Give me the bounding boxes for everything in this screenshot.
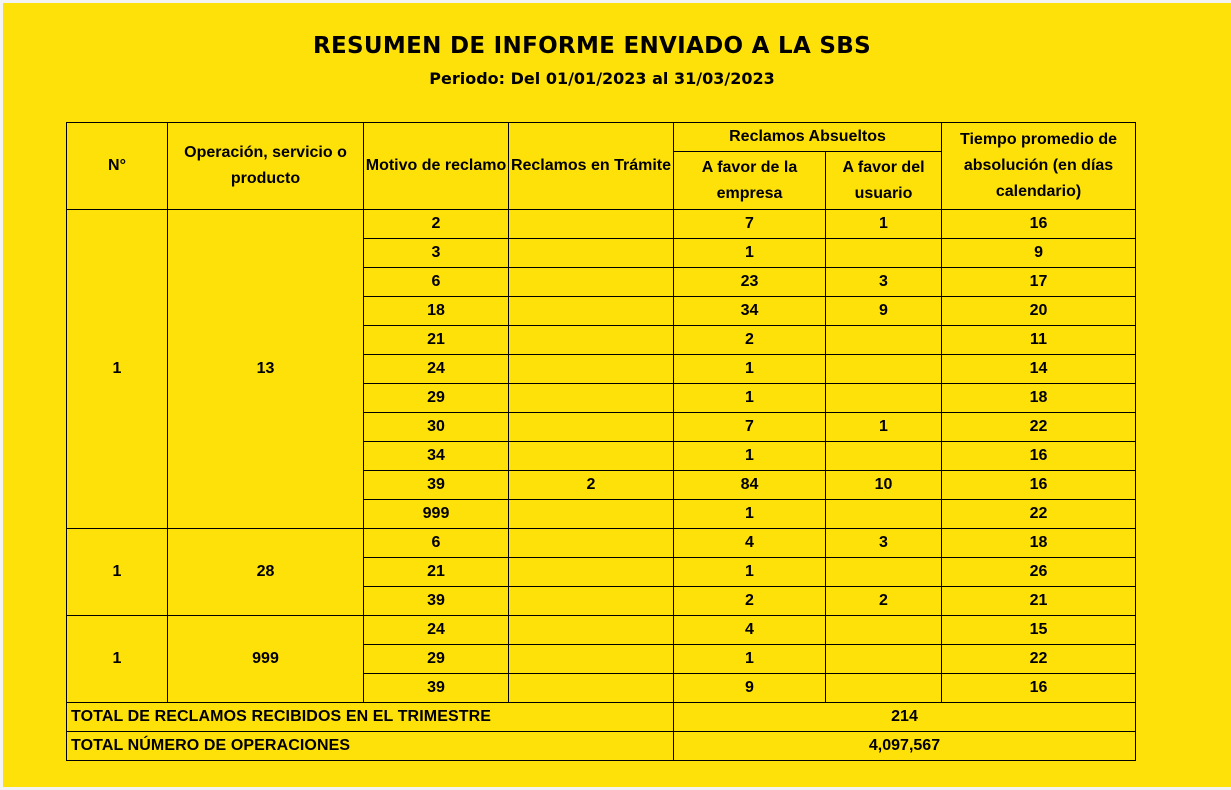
favor-company-cell: 1 xyxy=(674,442,826,471)
favor-company-cell: 1 xyxy=(674,558,826,587)
motive-cell: 30 xyxy=(364,413,509,442)
motive-cell: 24 xyxy=(364,355,509,384)
avg-time-cell: 21 xyxy=(942,587,1136,616)
favor-user-cell xyxy=(826,500,942,529)
header-avg-time: Tiempo promedio de absolución (en días calendario) xyxy=(942,123,1136,210)
group-num-cell: 1 xyxy=(67,529,168,616)
table-row xyxy=(67,529,1136,558)
total-claims-label: TOTAL DE RECLAMOS RECIBIDOS EN EL TRIMESTRE xyxy=(67,703,674,732)
page-edge-top xyxy=(0,0,1231,3)
favor-user-cell: 1 xyxy=(826,413,942,442)
total-operations-label: TOTAL NÚMERO DE OPERACIONES xyxy=(67,732,674,761)
favor-company-cell: 4 xyxy=(674,529,826,558)
in-process-cell xyxy=(509,413,674,442)
avg-time-cell: 16 xyxy=(942,471,1136,500)
favor-user-cell: 2 xyxy=(826,587,942,616)
motive-cell: 29 xyxy=(364,645,509,674)
favor-company-cell: 84 xyxy=(674,471,826,500)
favor-user-cell xyxy=(826,384,942,413)
favor-company-cell: 1 xyxy=(674,500,826,529)
avg-time-cell: 22 xyxy=(942,413,1136,442)
claims-summary-table xyxy=(66,122,1136,761)
header-resolved-group: Reclamos Absueltos xyxy=(674,123,942,152)
favor-user-cell: 3 xyxy=(826,268,942,297)
header-favor-company: A favor de la empresa xyxy=(674,152,826,210)
group-operation-cell: 13 xyxy=(168,210,364,529)
header-in-process: Reclamos en Trámite xyxy=(509,123,674,210)
favor-company-cell: 34 xyxy=(674,297,826,326)
motive-cell: 6 xyxy=(364,268,509,297)
in-process-cell xyxy=(509,210,674,239)
favor-user-cell xyxy=(826,645,942,674)
avg-time-cell: 18 xyxy=(942,384,1136,413)
motive-cell: 3 xyxy=(364,239,509,268)
favor-user-cell: 3 xyxy=(826,529,942,558)
total-operations-value: 4,097,567 xyxy=(674,732,1136,761)
avg-time-cell: 22 xyxy=(942,645,1136,674)
page-edge-left xyxy=(0,0,3,790)
motive-cell: 21 xyxy=(364,326,509,355)
motive-cell: 39 xyxy=(364,587,509,616)
avg-time-cell: 11 xyxy=(942,326,1136,355)
motive-cell: 21 xyxy=(364,558,509,587)
header-favor-user: A favor del usuario xyxy=(826,152,942,210)
in-process-cell xyxy=(509,558,674,587)
avg-time-cell: 16 xyxy=(942,442,1136,471)
favor-company-cell: 1 xyxy=(674,239,826,268)
header-num: N° xyxy=(67,123,168,210)
in-process-cell xyxy=(509,529,674,558)
favor-company-cell: 23 xyxy=(674,268,826,297)
group-num-cell: 1 xyxy=(67,210,168,529)
motive-cell: 18 xyxy=(364,297,509,326)
in-process-cell xyxy=(509,616,674,645)
table-row xyxy=(67,210,1136,239)
in-process-cell xyxy=(509,239,674,268)
avg-time-cell: 20 xyxy=(942,297,1136,326)
avg-time-cell: 17 xyxy=(942,268,1136,297)
favor-company-cell: 2 xyxy=(674,587,826,616)
in-process-cell xyxy=(509,268,674,297)
group-operation-cell: 28 xyxy=(168,529,364,616)
motive-cell: 6 xyxy=(364,529,509,558)
motive-cell: 24 xyxy=(364,616,509,645)
motive-cell: 29 xyxy=(364,384,509,413)
avg-time-cell: 16 xyxy=(942,210,1136,239)
in-process-cell: 2 xyxy=(509,471,674,500)
group-num-cell: 1 xyxy=(67,616,168,703)
in-process-cell xyxy=(509,587,674,616)
in-process-cell xyxy=(509,326,674,355)
avg-time-cell: 15 xyxy=(942,616,1136,645)
in-process-cell xyxy=(509,674,674,703)
favor-company-cell: 9 xyxy=(674,674,826,703)
motive-cell: 39 xyxy=(364,471,509,500)
avg-time-cell: 22 xyxy=(942,500,1136,529)
motive-cell: 39 xyxy=(364,674,509,703)
in-process-cell xyxy=(509,442,674,471)
favor-user-cell: 1 xyxy=(826,210,942,239)
report-title: RESUMEN DE INFORME ENVIADO A LA SBS xyxy=(313,33,871,59)
avg-time-cell: 14 xyxy=(942,355,1136,384)
report-period: Periodo: Del 01/01/2023 al 31/03/2023 xyxy=(429,69,775,88)
header-operation: Operación, servicio o producto xyxy=(168,123,364,210)
favor-company-cell: 1 xyxy=(674,384,826,413)
motive-cell: 34 xyxy=(364,442,509,471)
favor-user-cell xyxy=(826,442,942,471)
favor-user-cell xyxy=(826,239,942,268)
favor-user-cell xyxy=(826,616,942,645)
favor-company-cell: 7 xyxy=(674,210,826,239)
in-process-cell xyxy=(509,384,674,413)
motive-cell: 999 xyxy=(364,500,509,529)
favor-company-cell: 2 xyxy=(674,326,826,355)
group-operation-cell: 999 xyxy=(168,616,364,703)
in-process-cell xyxy=(509,355,674,384)
avg-time-cell: 16 xyxy=(942,674,1136,703)
motive-cell: 2 xyxy=(364,210,509,239)
favor-company-cell: 1 xyxy=(674,645,826,674)
total-claims-value: 214 xyxy=(674,703,1136,732)
table-row xyxy=(67,616,1136,645)
favor-user-cell xyxy=(826,355,942,384)
header-motive: Motivo de reclamo xyxy=(364,123,509,210)
table-body xyxy=(67,210,1136,703)
favor-user-cell xyxy=(826,558,942,587)
total-claims-row xyxy=(67,703,1136,732)
total-operations-row xyxy=(67,732,1136,761)
avg-time-cell: 9 xyxy=(942,239,1136,268)
favor-user-cell: 9 xyxy=(826,297,942,326)
favor-company-cell: 1 xyxy=(674,355,826,384)
avg-time-cell: 18 xyxy=(942,529,1136,558)
avg-time-cell: 26 xyxy=(942,558,1136,587)
in-process-cell xyxy=(509,500,674,529)
favor-company-cell: 4 xyxy=(674,616,826,645)
in-process-cell xyxy=(509,297,674,326)
favor-company-cell: 7 xyxy=(674,413,826,442)
favor-user-cell: 10 xyxy=(826,471,942,500)
in-process-cell xyxy=(509,645,674,674)
favor-user-cell xyxy=(826,674,942,703)
favor-user-cell xyxy=(826,326,942,355)
